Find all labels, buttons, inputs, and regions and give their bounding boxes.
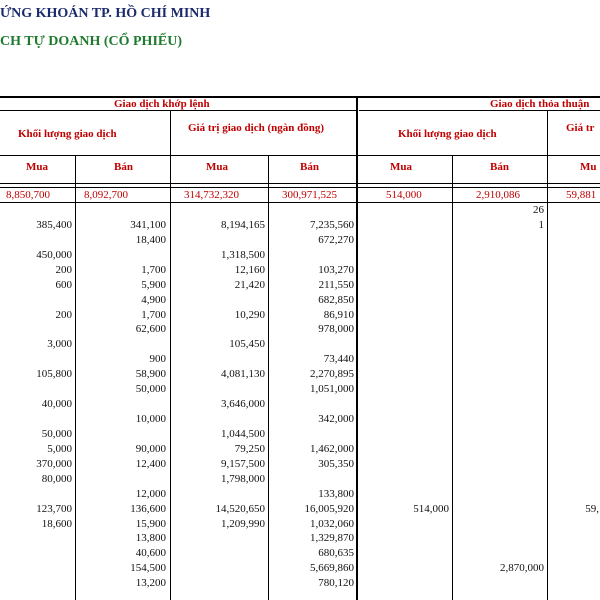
table-cell: 385,400 [36, 219, 72, 231]
table-cell: 4,900 [141, 294, 166, 306]
total-tt-gt-mua: 59,881 [566, 189, 597, 201]
table-cell: 3,000 [47, 338, 72, 350]
table-cell: 672,270 [318, 234, 354, 246]
table-cell: 10,290 [234, 309, 265, 321]
total-gt-mua: 314,732,320 [184, 189, 239, 201]
table-cell: 8,194,165 [221, 219, 265, 231]
table-cell: 136,600 [130, 503, 166, 515]
table-cell: 2,870,000 [500, 562, 544, 574]
table-cell: 1,051,000 [310, 383, 354, 395]
table-cell: 7,235,560 [310, 219, 354, 231]
table-cell: 370,000 [36, 458, 72, 470]
table-cell: 200 [55, 309, 72, 321]
col-divider-6 [547, 111, 548, 600]
table-cell: 80,000 [41, 473, 72, 485]
table-cell: 1,798,000 [221, 473, 265, 485]
total-tt-kl-mua: 514,000 [386, 189, 422, 201]
table-cell: 12,400 [135, 458, 166, 470]
group-header-rule-left [0, 110, 356, 111]
table-cell: 105,800 [36, 368, 72, 380]
header-mua-4: Mu [580, 161, 597, 173]
table-cell: 5,000 [47, 443, 72, 455]
table-cell: 1,700 [141, 309, 166, 321]
header-ban-1: Bán [114, 161, 133, 173]
table-cell: 26 [533, 204, 544, 216]
table-cell: 1,044,500 [221, 428, 265, 440]
report-title-line1: ỨNG KHOÁN TP. HỒ CHÍ MINH [0, 6, 211, 21]
table-cell: 1,032,060 [310, 518, 354, 530]
table-cell: 1 [538, 219, 544, 231]
table-cell: 12,160 [234, 264, 265, 276]
total-kl-mua: 8,850,700 [6, 189, 50, 201]
col-divider-4 [356, 96, 358, 600]
table-cell: 1,462,000 [310, 443, 354, 455]
total-kl-ban: 8,092,700 [84, 189, 128, 201]
report-title-line2: CH TỰ DOANH (CỔ PHIẾU) [0, 34, 182, 49]
table-cell: 154,500 [130, 562, 166, 574]
header-ban-3: Bán [490, 161, 509, 173]
table-cell: 21,420 [234, 279, 265, 291]
table-cell: 9,157,500 [221, 458, 265, 470]
table-cell: 105,450 [229, 338, 265, 350]
table-cell: 59, [585, 503, 599, 515]
table-cell: 79,250 [234, 443, 265, 455]
table-cell: 2,270,895 [310, 368, 354, 380]
totals-bottom-rule [0, 202, 600, 203]
table-cell: 978,000 [318, 323, 354, 335]
table-cell: 86,910 [323, 309, 354, 321]
table-cell: 200 [55, 264, 72, 276]
table-cell: 14,520,650 [215, 503, 265, 515]
table-cell: 90,000 [135, 443, 166, 455]
table-cell: 133,800 [318, 488, 354, 500]
totals-top-rule [0, 187, 600, 188]
table-cell: 12,000 [135, 488, 166, 500]
table-cell: 40,600 [135, 547, 166, 559]
table-cell: 682,850 [318, 294, 354, 306]
table-cell: 4,081,130 [221, 368, 265, 380]
table-cell: 13,200 [135, 577, 166, 589]
total-gt-ban: 300,971,525 [282, 189, 337, 201]
header-kl-thoa: Khối lượng giao dịch [398, 128, 497, 140]
table-cell: 600 [55, 279, 72, 291]
table-cell: 342,000 [318, 413, 354, 425]
table-cell: 305,350 [318, 458, 354, 470]
table-cell: 5,900 [141, 279, 166, 291]
header-thoa-thuan: Giao dịch thỏa thuận [490, 98, 590, 110]
header-mua-3: Mua [390, 161, 412, 173]
table-cell: 62,600 [135, 323, 166, 335]
table-cell: 450,000 [36, 249, 72, 261]
header-ban-2: Bán [300, 161, 319, 173]
table-cell: 40,000 [41, 398, 72, 410]
header-mua-2: Mua [206, 161, 228, 173]
table-cell: 680,635 [318, 547, 354, 559]
table-cell: 103,270 [318, 264, 354, 276]
group-header-rule-right [359, 110, 600, 111]
table-cell: 341,100 [130, 219, 166, 231]
table-cell: 5,669,860 [310, 562, 354, 574]
table-cell: 16,005,920 [304, 503, 354, 515]
table-cell: 1,209,990 [221, 518, 265, 530]
table-cell: 18,400 [135, 234, 166, 246]
table-cell: 73,440 [323, 353, 354, 365]
table-cell: 58,900 [135, 368, 166, 380]
mua-ban-rule [0, 183, 600, 184]
header-kl-khop: Khối lượng giao dịch [18, 128, 117, 140]
table-cell: 13,800 [135, 532, 166, 544]
table-cell: 900 [149, 353, 166, 365]
subheader-rule [0, 155, 600, 156]
table-cell: 50,000 [135, 383, 166, 395]
header-khop-lenh: Giao dịch khớp lệnh [114, 98, 210, 110]
table-cell: 10,000 [135, 413, 166, 425]
table-cell: 780,120 [318, 577, 354, 589]
table-cell: 514,000 [413, 503, 449, 515]
table-cell: 211,550 [318, 279, 354, 291]
table-cell: 1,329,870 [310, 532, 354, 544]
table-cell: 123,700 [36, 503, 72, 515]
table-cell: 15,900 [135, 518, 166, 530]
header-gt-khop: Giá trị giao dịch (ngàn đồng) [188, 122, 324, 134]
header-gt-thoa: Giá tr [566, 122, 595, 134]
table-cell: 1,318,500 [221, 249, 265, 261]
header-mua-1: Mua [26, 161, 48, 173]
total-tt-kl-ban: 2,910,086 [476, 189, 520, 201]
table-cell: 1,700 [141, 264, 166, 276]
table-cell: 3,646,000 [221, 398, 265, 410]
table-cell: 50,000 [41, 428, 72, 440]
table-cell: 18,600 [41, 518, 72, 530]
